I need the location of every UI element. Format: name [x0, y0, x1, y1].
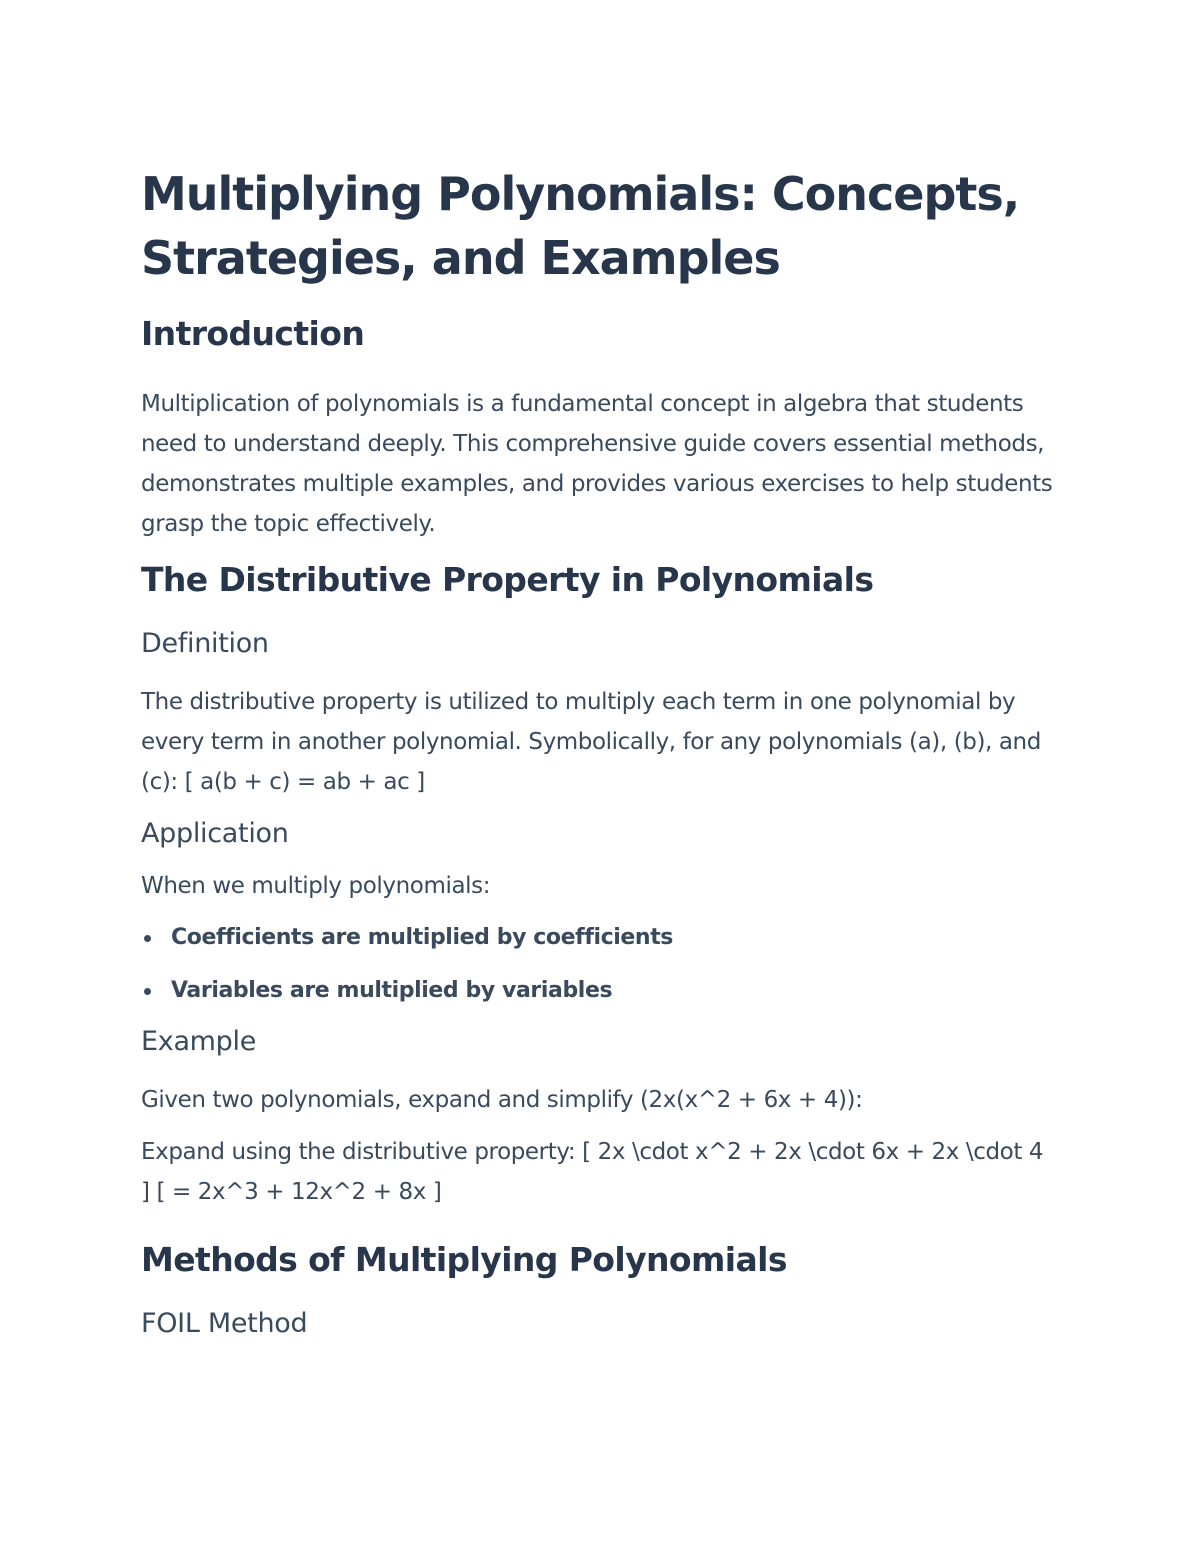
list-item-text: Variables are multiplied by variables [171, 978, 613, 1003]
page-title: Multiplying Polynomials: Concepts, Strategies, and Examples [141, 167, 1020, 285]
document-page [141, 162, 1056, 1356]
definition-paragraph: The distributive property is utilized to multiply each term in one polynomial by every term in another polynomial. Symbolically, for any polynomials (a), (b), and (c): [ a(b + c) = ab + ac ] [141, 689, 1041, 795]
section-heading-distributive-property: The Distributive Property in Polynomials [141, 560, 874, 599]
list-item [141, 971, 1056, 1011]
subheading-foil-method: FOIL Method [141, 1308, 308, 1339]
list-item [141, 918, 1056, 958]
section-heading-methods: Methods of Multiplying Polynomials [141, 1240, 787, 1279]
introduction-paragraph: Multiplication of polynomials is a fundamental concept in algebra that students need to understand deeply. This comprehensive guide covers essential methods, demonstrates multiple examples, and provides various exercises to help students grasp the topic effectively. [141, 391, 1053, 537]
section-heading-introduction: Introduction [141, 314, 365, 353]
list-item-text: Coefficients are multiplied by coefficients [171, 925, 674, 950]
example-paragraph-given: Given two polynomials, expand and simplify (2x(x^2 + 6x + 4)): [141, 1087, 863, 1113]
application-paragraph: When we multiply polynomials: [141, 873, 491, 899]
subheading-definition: Definition [141, 628, 269, 659]
subheading-application: Application [141, 818, 289, 849]
bullet-icon [144, 988, 151, 995]
example-paragraph-expand: Expand using the distributive property: [ 2x \cdot x^2 + 2x \cdot 6x + 2x \cdot 4 ] [ = 2x^3 + 12x^2 + 8x ] [141, 1139, 1044, 1205]
bullet-icon [144, 935, 151, 942]
application-bullet-list [141, 918, 1056, 1011]
subheading-example: Example [141, 1026, 257, 1057]
